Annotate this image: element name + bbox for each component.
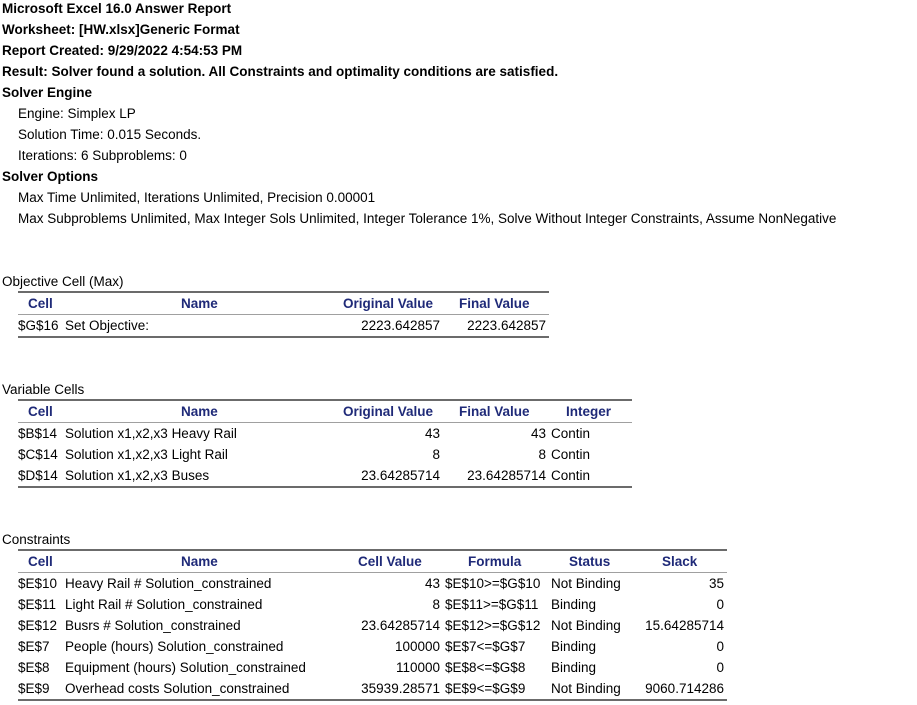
report-created: Report Created: 9/29/2022 4:54:53 PM <box>2 43 243 58</box>
constraints-header-cell: Cell <box>28 554 53 569</box>
variable-row-original: 23.64285714 <box>361 468 440 483</box>
variables-header-integer: Integer <box>566 404 612 419</box>
constraint-row-formula: $E$7<=$G$7 <box>445 639 526 654</box>
variable-row-integer: Contin <box>551 468 591 483</box>
constraint-row-cell: $E$7 <box>18 639 50 654</box>
constraints-header-formula: Formula <box>468 554 522 569</box>
variables-bottom-rule <box>18 486 632 488</box>
constraint-row-slack: 35 <box>708 576 724 591</box>
variable-row-final: 8 <box>538 447 546 462</box>
constraint-row-cell: $E$12 <box>18 618 58 633</box>
constraint-row-status: Binding <box>551 660 597 675</box>
constraints-header-rule <box>18 572 727 573</box>
objective-heading: Objective Cell (Max) <box>2 274 124 289</box>
objective-header-rule <box>18 314 549 315</box>
objective-header-cell: Cell <box>28 296 53 311</box>
result-message: Result: Solver found a solution. All Constraints and optimality conditions are satisfied. <box>2 64 559 79</box>
report-title: Microsoft Excel 16.0 Answer Report <box>2 1 232 16</box>
constraint-row-formula: $E$11>=$G$11 <box>445 597 539 612</box>
variables-header-cell: Cell <box>28 404 53 419</box>
variables-header-name: Name <box>181 404 218 419</box>
constraints-header-name: Name <box>181 554 218 569</box>
constraint-row-slack: 0 <box>716 597 724 612</box>
constraint-row-name: Light Rail # Solution_constrained <box>65 597 263 612</box>
variable-row-cell: $C$14 <box>18 447 58 462</box>
constraint-row-status: Binding <box>551 597 597 612</box>
objective-row-original: 2223.642857 <box>361 318 440 333</box>
constraint-row-formula: $E$9<=$G$9 <box>445 681 526 696</box>
constraint-row-value: 43 <box>424 576 440 591</box>
variable-row-original: 8 <box>432 447 440 462</box>
variable-row-integer: Contin <box>551 447 591 462</box>
engine-heading: Solver Engine <box>2 85 93 100</box>
variable-row-name: Solution x1,x2,x3 Buses <box>65 468 210 483</box>
constraint-row-value: 8 <box>432 597 440 612</box>
variable-row-name: Solution x1,x2,x3 Light Rail <box>65 447 228 462</box>
objective-bottom-rule <box>18 336 549 338</box>
options-line-2: Max Subproblems Unlimited, Max Integer Sols Unlimited, Integer Tolerance 1%, Solve Without Integer Constraints, Assume NonNegative <box>18 211 837 226</box>
constraint-row-formula: $E$8<=$G$8 <box>445 660 526 675</box>
variables-heading: Variable Cells <box>2 382 85 397</box>
variable-row-original: 43 <box>424 426 440 441</box>
constraint-row-value: 110000 <box>395 660 440 675</box>
constraint-row-formula: $E$12>=$G$12 <box>445 618 541 633</box>
constraint-row-status: Not Binding <box>551 681 621 696</box>
constraint-row-name: People (hours) Solution_constrained <box>65 639 284 654</box>
objective-header-name: Name <box>181 296 218 311</box>
constraint-row-cell: $E$11 <box>18 597 57 612</box>
variables-top-rule <box>18 399 632 401</box>
variable-row-cell: $B$14 <box>18 426 58 441</box>
constraint-row-formula: $E$10>=$G$10 <box>445 576 541 591</box>
iterations: Iterations: 6 Subproblems: 0 <box>18 148 187 163</box>
constraint-row-name: Equipment (hours) Solution_constrained <box>65 660 306 675</box>
variable-row-final: 23.64285714 <box>467 468 546 483</box>
constraints-top-rule <box>18 549 727 551</box>
variable-row-name: Solution x1,x2,x3 Heavy Rail <box>65 426 237 441</box>
constraint-row-slack: 15.64285714 <box>645 618 724 633</box>
constraint-row-slack: 0 <box>716 660 724 675</box>
engine-type: Engine: Simplex LP <box>18 106 136 121</box>
constraints-bottom-rule <box>18 699 727 701</box>
variables-header-final: Final Value <box>459 404 530 419</box>
objective-header-original: Original Value <box>343 296 434 311</box>
worksheet-label: Worksheet: [HW.xlsx]Generic Format <box>2 22 240 37</box>
constraint-row-name: Busrs # Solution_constrained <box>65 618 241 633</box>
variables-header-rule <box>18 422 632 423</box>
constraint-row-name: Overhead costs Solution_constrained <box>65 681 290 696</box>
variables-header-original: Original Value <box>343 404 434 419</box>
objective-row-cell: $G$16 <box>18 318 59 333</box>
constraint-row-value: 100000 <box>394 639 440 654</box>
constraint-row-slack: 0 <box>716 639 724 654</box>
variable-row-final: 43 <box>530 426 546 441</box>
options-line-1: Max Time Unlimited, Iterations Unlimited, Precision 0.00001 <box>18 190 376 205</box>
constraints-header-status: Status <box>569 554 611 569</box>
objective-row-final: 2223.642857 <box>467 318 546 333</box>
constraint-row-status: Not Binding <box>551 576 621 591</box>
constraint-row-value: 23.64285714 <box>361 618 440 633</box>
constraint-row-name: Heavy Rail # Solution_constrained <box>65 576 272 591</box>
options-heading: Solver Options <box>2 169 99 184</box>
constraint-row-cell: $E$10 <box>18 576 58 591</box>
constraint-row-slack: 9060.714286 <box>645 681 724 696</box>
constraint-row-value: 35939.28571 <box>361 681 440 696</box>
variable-row-integer: Contin <box>551 426 591 441</box>
constraints-heading: Constraints <box>2 532 71 547</box>
constraint-row-status: Binding <box>551 639 597 654</box>
constraint-row-cell: $E$8 <box>18 660 50 675</box>
objective-top-rule <box>18 291 549 293</box>
solution-time: Solution Time: 0.015 Seconds. <box>18 127 202 142</box>
constraints-header-value: Cell Value <box>358 554 422 569</box>
constraint-row-status: Not Binding <box>551 618 621 633</box>
objective-header-final: Final Value <box>459 296 530 311</box>
constraint-row-cell: $E$9 <box>18 681 50 696</box>
constraints-header-slack: Slack <box>662 554 698 569</box>
objective-row-name: Set Objective: <box>65 318 150 333</box>
variable-row-cell: $D$14 <box>18 468 58 483</box>
